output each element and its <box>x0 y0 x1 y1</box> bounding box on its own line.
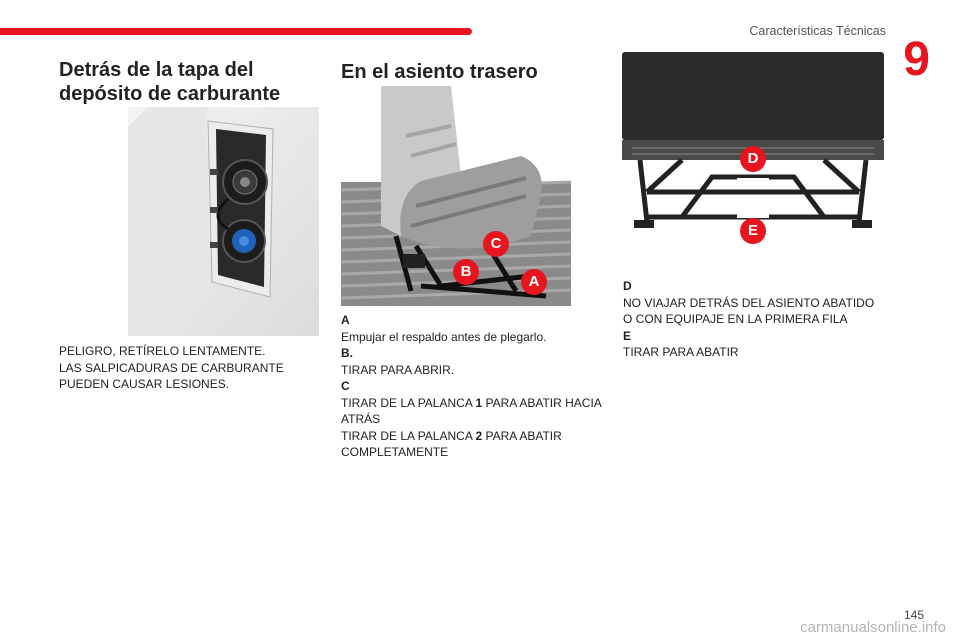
text-a: Empujar el respaldo antes de plegarlo. <box>341 329 547 344</box>
folded-seat-callouts <box>622 52 884 250</box>
fuel-cap-figure <box>128 107 319 336</box>
text-c-line-2: ATRÁS <box>341 412 381 426</box>
rear-seat-callouts <box>341 86 571 306</box>
text-e: TIRAR PARA ABATIR <box>623 345 739 359</box>
callout-a: A <box>521 269 547 295</box>
chapter-number: 9 <box>903 33 930 86</box>
header-red-bar <box>0 28 472 35</box>
page-number: 145 <box>903 608 924 622</box>
warning-line-1: PELIGRO, RETÍRELO LENTAMENTE. <box>59 344 266 358</box>
text-c-line-3: TIRAR DE LA PALANCA 2 PARA ABATIR <box>341 428 562 443</box>
callout-d: D <box>740 146 766 172</box>
section-title: Características Técnicas <box>749 24 886 38</box>
text-c-line-4: COMPLETAMENTE <box>341 445 449 459</box>
text-b: TIRAR PARA ABRIR. <box>341 362 455 377</box>
callout-e: E <box>740 218 766 244</box>
label-a: A <box>341 313 350 327</box>
label-e: E <box>623 328 632 343</box>
text-d-line-2: O CON EQUIPAJE EN LA PRIMERA FILA <box>623 312 848 326</box>
label-c: C <box>341 379 350 393</box>
fuel-cap-title: Detrás de la tapa del depósito de carburante <box>59 59 281 105</box>
warning-line-2: LAS SALPICADURAS DE CARBURANTE <box>59 360 284 375</box>
warning-line-3: PUEDEN CAUSAR LESIONES. <box>59 377 230 391</box>
rear-seat-title: En el asiento trasero <box>341 61 538 83</box>
label-b: B. <box>341 346 353 360</box>
text-c-line-1: TIRAR DE LA PALANCA 1 PARA ABATIR HACIA <box>341 395 602 410</box>
label-d: D <box>623 279 632 293</box>
callout-b: B <box>453 259 479 285</box>
text-d-line-1: NO VIAJAR DETRÁS DEL ASIENTO ABATIDO <box>623 295 875 310</box>
watermark: carmanualsonline.info <box>800 619 946 636</box>
callout-c: C <box>483 231 509 257</box>
